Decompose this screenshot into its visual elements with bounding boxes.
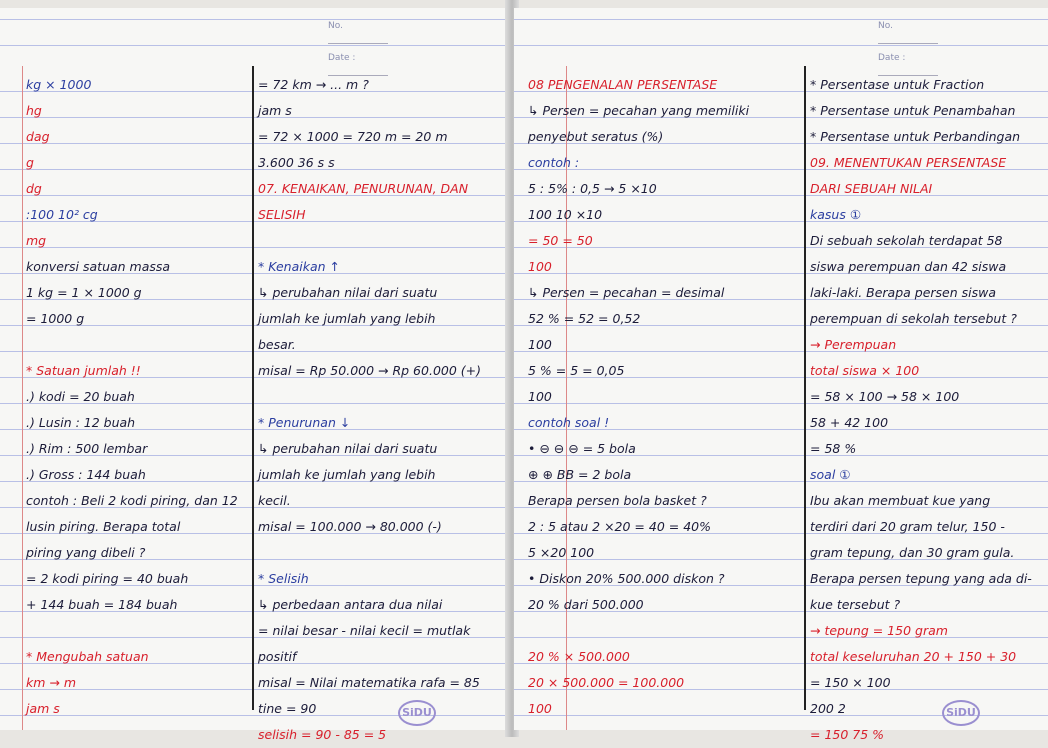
note-line: total siswa × 100 (810, 363, 920, 378)
note-line: perempuan di sekolah tersebut ? (810, 311, 1017, 326)
note-line (258, 228, 504, 254)
date-label: Date : (878, 53, 906, 63)
note-line: ↳ perubahan nilai dari suatu (258, 285, 438, 300)
note-line: besar. (258, 337, 296, 352)
note-line: ↳ perubahan nilai dari suatu (258, 441, 438, 456)
note-line: km → m (26, 675, 77, 690)
sidu-logo: SiDU (942, 700, 980, 726)
note-line: DARI SEBUAH NILAI (810, 181, 933, 196)
note-line: * Satuan jumlah !! (26, 363, 141, 378)
note-line: 100 10 ×10 (528, 207, 603, 222)
note-line: jam s (26, 701, 60, 716)
note-line: 5 ×20 100 (528, 545, 595, 560)
note-line: * Persentase untuk Penambahan (810, 103, 1016, 118)
note-line: = 150 × 100 (810, 675, 891, 690)
note-line: ↳ perbedaan antara dua nilai (258, 597, 443, 612)
note-line: .) kodi = 20 buah (26, 389, 135, 404)
note-line: piring yang dibeli ? (26, 545, 146, 560)
note-line: ↳ Persen = pecahan = desimal (528, 285, 725, 300)
note-line: • Diskon 20% 500.000 diskon ? (528, 571, 725, 586)
note-line: 100 (528, 337, 552, 352)
sidu-logo: SiDU (398, 700, 436, 726)
note-line: ↳ Persen = pecahan yang memiliki (528, 103, 750, 118)
note-line: Di sebuah sekolah terdapat 58 (810, 233, 1003, 248)
note-line: dag (26, 129, 50, 144)
note-line: 5 : 5% : 0,5 → 5 ×10 (528, 181, 657, 196)
note-line: mg (26, 233, 47, 248)
note-line: + 144 buah = 184 buah (26, 597, 178, 612)
note-line: ⊕ ⊕ BB = 2 bola (528, 467, 632, 482)
note-line: gram tepung, dan 30 gram gula. (810, 545, 1015, 560)
note-line: 08 PENGENALAN PERSENTASE (528, 77, 718, 92)
note-line: Berapa persen tepung yang ada di- (810, 571, 1032, 586)
note-line: penyebut seratus (%) (528, 129, 664, 144)
note-line: = 72 km → ... m ? (258, 77, 369, 92)
note-line: = 150 75 % (810, 727, 885, 742)
note-line: contoh : (528, 155, 580, 170)
note-line: 07. KENAIKAN, PENURUNAN, DAN (258, 181, 469, 196)
note-line (258, 540, 504, 566)
note-line: terdiri dari 20 gram telur, 150 - (810, 519, 1005, 534)
note-line: 58 + 42 100 (810, 415, 889, 430)
note-line: .) Lusin : 12 buah (26, 415, 136, 430)
note-line: 100 (528, 389, 552, 404)
note-line: lusin piring. Berapa total (26, 519, 181, 534)
left-page (0, 8, 511, 742)
note-line: kasus ① (810, 207, 862, 222)
note-line: misal = 100.000 → 80.000 (-) (258, 519, 442, 534)
note-line: 1 kg = 1 × 1000 g (26, 285, 142, 300)
note-line: misal = Rp 50.000 → Rp 60.000 (+) (258, 363, 481, 378)
margin-line (22, 66, 23, 730)
note-line: * Selisih (258, 571, 309, 586)
note-line: kecil. (258, 493, 291, 508)
note-line: laki-laki. Berapa persen siswa (810, 285, 997, 300)
right-page (514, 8, 1048, 742)
note-line: * Mengubah satuan (26, 649, 149, 664)
note-line: 100 (528, 259, 552, 274)
note-line: 5 % = 5 = 0,05 (528, 363, 625, 378)
note-line (258, 384, 504, 410)
note-line: 200 2 (810, 701, 846, 716)
right-column-notes (810, 72, 1042, 748)
note-line: = 58 % (810, 441, 857, 456)
note-line: konversi satuan massa (26, 259, 171, 274)
column-divider (804, 66, 806, 710)
note-line: → Perempuan (810, 337, 897, 352)
note-line: jumlah ke jumlah yang lebih (258, 467, 436, 482)
note-line: * Persentase untuk Perbandingan (810, 129, 1021, 144)
note-line: = 50 = 50 (528, 233, 593, 248)
note-line: hg (26, 103, 42, 118)
note-line: 20 × 500.000 = 100.000 (528, 675, 685, 690)
note-line: total keseluruhan 20 + 150 + 30 (810, 649, 1017, 664)
note-line: kg × 1000 (26, 77, 92, 92)
note-line: = 72 × 1000 = 720 m = 20 m (258, 129, 448, 144)
note-line: 52 % = 52 = 0,52 (528, 311, 641, 326)
note-line: • ⊖ ⊖ ⊖ = 5 bola (528, 441, 636, 456)
note-line: misal = Nilai matematika rafa = 85 (258, 675, 480, 690)
note-line: .) Gross : 144 buah (26, 467, 146, 482)
note-line: :100 10² cg (26, 207, 98, 222)
note-line: kue tersebut ? (810, 597, 901, 612)
left-column-notes (528, 72, 800, 722)
note-line: 09. MENENTUKAN PERSENTASE (810, 155, 1007, 170)
note-line: tine = 90 (258, 701, 317, 716)
note-line: positif (258, 649, 297, 664)
left-column-notes (26, 72, 248, 722)
note-line: = 2 kodi piring = 40 buah (26, 571, 189, 586)
note-line: * Penurunan ↓ (258, 415, 351, 430)
note-line: = 1000 g (26, 311, 85, 326)
note-line: jam s (258, 103, 292, 118)
note-line: Berapa persen bola basket ? (528, 493, 707, 508)
note-line: siswa perempuan dan 42 siswa (810, 259, 1007, 274)
date-label: Date : (328, 53, 356, 63)
note-line: 3.600 36 s s (258, 155, 335, 170)
column-divider (252, 66, 254, 710)
no-label: No. (328, 21, 343, 31)
note-line: SELISIH (258, 207, 306, 222)
note-line: 20 % × 500.000 (528, 649, 630, 664)
note-line: contoh : Beli 2 kodi piring, dan 12 (26, 493, 238, 508)
note-line (528, 618, 800, 644)
note-line: = 58 × 100 → 58 × 100 (810, 389, 960, 404)
note-line: g (26, 155, 34, 170)
note-line (26, 332, 248, 358)
note-line: soal ① (810, 467, 851, 482)
right-column-notes (258, 72, 504, 748)
note-line: contoh soal ! (528, 415, 610, 430)
note-line: dg (26, 181, 42, 196)
note-line: 20 % dari 500.000 (528, 597, 644, 612)
note-line: = nilai besar - nilai kecil = mutlak (258, 623, 471, 638)
note-line: jumlah ke jumlah yang lebih (258, 311, 436, 326)
note-line: .) Rim : 500 lembar (26, 441, 148, 456)
note-line: 2 : 5 atau 2 ×20 = 40 = 40% (528, 519, 711, 534)
note-line: * Persentase untuk Fraction (810, 77, 985, 92)
note-line: * Kenaikan ↑ (258, 259, 340, 274)
note-line: 100 (528, 701, 552, 716)
note-line: Ibu akan membuat kue yang (810, 493, 991, 508)
note-line: → tepung = 150 gram (810, 623, 948, 638)
note-line: selisih = 90 - 85 = 5 (258, 727, 387, 742)
no-label: No. (878, 21, 893, 31)
note-line (26, 618, 248, 644)
